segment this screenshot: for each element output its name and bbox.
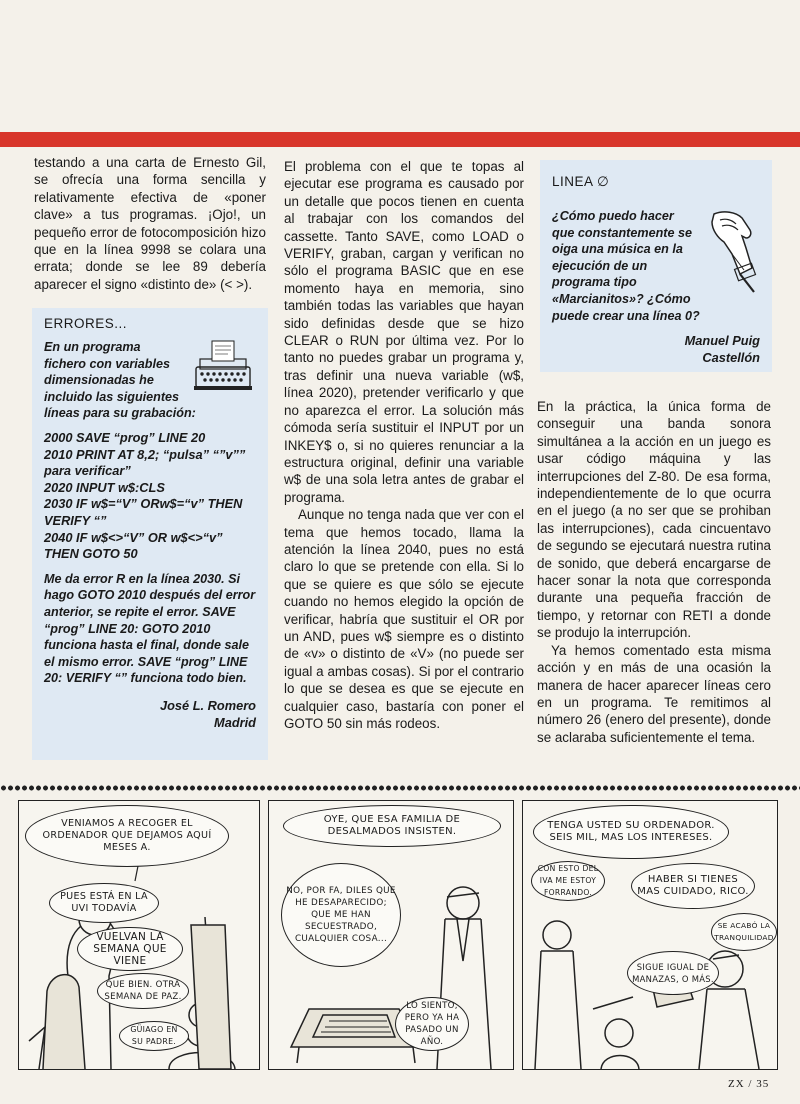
answer-linea-p2: Ya hemos comentado esta misma acción y en más de una ocasión la manera de hacer aparecer líneas cero en un programa. Te remitimos al número 26 (enero del presente), donde se aclaraba suficientemente el tema. [537,642,771,745]
comic-panel-1 [18,800,260,1070]
errores-question: En un programa fichero con variables dimensionadas he incluido las siguientes líneas para su grabación: [44,340,196,421]
linea-title: LINEA ∅ [552,174,610,189]
comic-bubble-11: HABER SI TIENES MAS CUIDADO, RICO. [631,863,755,909]
comic-bubble-12: SE ACABÓ LA TRANQUILIDAD [711,913,777,951]
answer-linea-p1: En la práctica, la única forma de conseguir una banda sonora simultánea a la acción en un juego es usar código máquina y las interrupciones del Z-80. De esa forma, independientemente de lo que ocurra en el juego (a no ser que se prohiban las interrupciones), cada cincuentavo de segundo se ejecutará nuestra rutina de sonido, que deberá encargarse de hacer sonar la nota que corresponda durante una pequeña fracción de tiempo, y retornar con RETI a donde se produjo la interrupción. [537,399,771,641]
column-3 [537,398,771,746]
intro-paragraph: testando a una carta de Ernesto Gil, se ofrecía una forma sencilla y relativamente efectiva de «poner clave» a tus programas. ¡Ojo!, un pequeño error de fotocomposición hizo que en la línea 9998 se colara una errata; donde se lee 89 debería aparecer el signo «distinto de» (< >). [34,155,266,292]
errores-signature-name: José L. Romero [159,697,256,713]
linea-question: ¿Cómo puedo hacer que constantemente se oiga una música en la ejecución de un programa tipo «Marcianitos»? ¿Cómo puede crear una línea 0? [552,209,700,323]
typewriter-icon [190,339,256,393]
answer-errores-p1: El problema con el que te topas al ejecutar ese programa es causado por un detalle que pocos tienen en cuenta al trabajar con los comandos del cassette. Tanto SAVE, como LOAD o VERIFY, graban, cargan y verifican no sólo el programa BASIC que en ese momento haya en memoria, sino también todas las variables que hayan sido definidas desde que se hizo CLEAR o RUN por última vez. Por lo tanto no puedes grabar un programa y, tras definir una nueva variable (w$, línea 2020), pretender verificarlo y que no aparezca el error. La solución más cómoda sería sustituir el INPUT por un INKEY$ o, si no quieres renunciar a la estructura original, definir una variable w$ de una sola letra antes de grabar el programa. [284,159,524,505]
comic-panel-3 [522,800,778,1070]
comic-bubble-6: OYE, QUE ESA FAMILIA DE DESALMADOS INSISTEN. [283,805,501,847]
comic-bubble-13: SIGUE IGUAL DE MANAZAS, O MÁS. [627,951,719,995]
linea-signature-city: Castellón [702,350,760,366]
comic-bubble-7: NO, POR FA, DILES QUE HE DESAPARECIDO; QUE ME HAN SECUESTRADO, CUALQUIER COSA... [281,863,401,967]
comic-panel-2 [268,800,514,1070]
comic-bubble-2: PUES ESTÁ EN LA UVI TODAVÍA [49,883,159,923]
errores-title: ERRORES... [44,316,128,331]
comic-bubble-1: VENIAMOS A RECOGER EL ORDENADOR QUE DEJAMOS AQUÍ MESES A. [25,805,229,867]
linea-signature-name: Manuel Puig [684,333,760,349]
comic-bubble-10: CON ESTO DEL IVA ME ESTOY FORRANDO. [531,861,605,901]
errores-followup: Me da error R en la línea 2030. Si hago GOTO 2010 después del error anterior, se repite el error. SAVE “prog” LINE 20: GOTO 2010 funciona hasta el final, donde sale el mismo error. SAVE “prog” LINE 20: VERIFY “” funciona todo bien. [44,571,256,686]
hand-writing-icon [702,208,760,296]
comic-bubble-5: GÜIAGO EN SU PADRE. [119,1021,189,1051]
comic-bubble-3: VUELVAN LA SEMANA QUE VIENE [77,927,183,971]
comic-bubble-8: LO SIENTO, PERO YA HA PASADO UN AÑO. [395,997,469,1051]
errores-letter-box [32,308,268,760]
errores-code-listing: 2000 SAVE “prog” LINE 20 2010 PRINT AT 8,2; “pulsa” “”v”” para verificar” 2020 INPUT w$:CLS 2030 IF w$=“V” ORw$=“v” THEN VERIFY “” 2040 IF w$<>“V” OR w$<>“v” THEN GOTO 50 [44,429,246,562]
column-2 [284,158,524,732]
comic-bubble-4: QUE BIEN. OTRA SEMANA DE PAZ. [97,973,189,1009]
answer-errores-p2: Aunque no tenga nada que ver con el tema que hemos tocado, llama la atención la línea 2040, pues no está claro lo que se pretende con ella. Si lo que se quiere es que sólo se ejecute cuando no hemos elegido la opción de verificar, habría que sustituir el OR por un AND, pues w$ siempre es o distinto de «v» o distinto de «V» (no puede ser igual a ambas cosas). Si por el contrario lo que se desea es que se ejecute en cualquier caso, bastaría con poner el GOTO 50 sin más rodeos. [284,507,524,731]
linea-letter-box [540,160,772,372]
column-1 [34,154,266,293]
dotted-divider [0,784,800,792]
page-number: ZX / 35 [728,1078,770,1090]
comic-bubble-9: TENGA USTED SU ORDENADOR. SEIS MIL, MAS LOS INTERESES. [533,805,729,859]
header-red-bar [0,132,800,147]
errores-signature-city: Madrid [214,714,256,730]
